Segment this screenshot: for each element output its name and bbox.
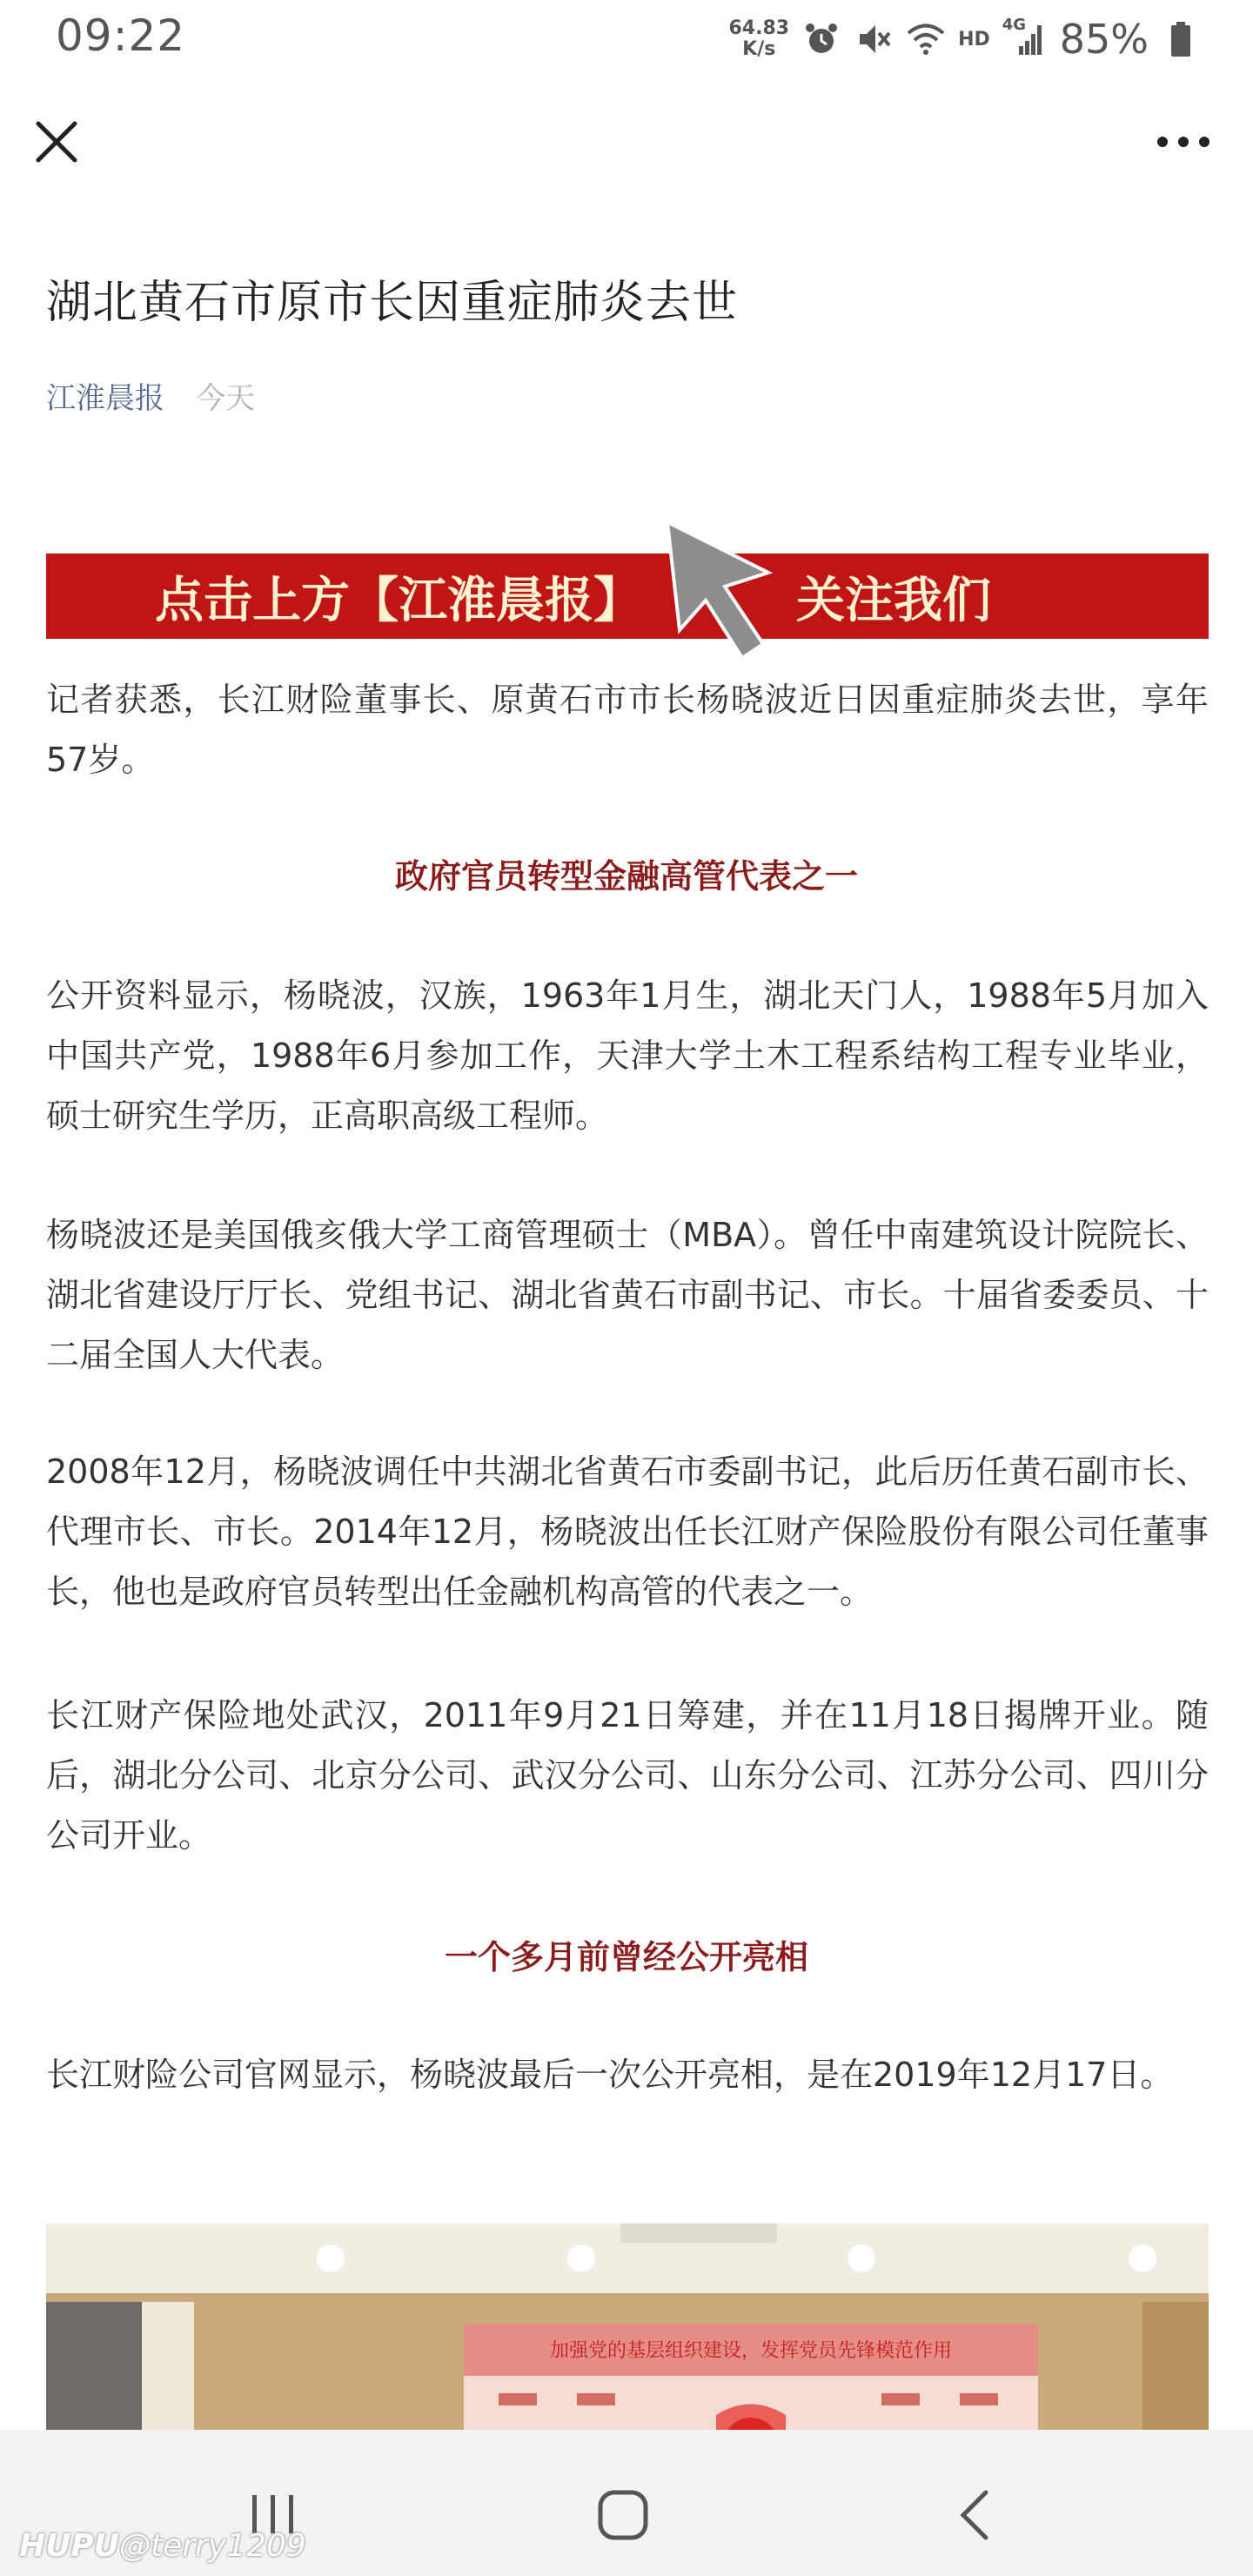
battery-percent: 85% [1059,16,1149,63]
hd-label: HD [958,28,990,50]
paragraph-6: 长江财险公司官网显示，杨晓波最后一次公开亮相，是在2019年12月17日。 [46,2056,1174,2094]
article-date: 今天 [196,381,255,416]
wifi-icon [906,19,946,59]
back-icon [953,2487,996,2543]
paragraph-1: 记者获悉，长江财险董事长、原黄石市市长杨晓波近日因重症肺炎去世，享年57岁。 [46,681,1209,779]
banner-text-right: 关注我们 [796,572,991,629]
paragraph-5: 长江财产保险地处武汉，2011年9月21日筹建，并在11月18日揭牌开业。随后，湖北分公司、北京分公司、武汉分公司、山东分公司、江苏分公司、四川分公司开业。 [46,1696,1209,1855]
more-dots-icon [1156,135,1211,149]
article-meta [46,374,255,417]
status-icons [728,10,1201,68]
network-speed-value: 64.83 [728,17,790,39]
home-icon [595,2487,651,2543]
paragraph-4: 2008年12月，杨晓波调任中共湖北省黄石市委副书记，此后历任黄石副市长、代理市长、市长。2014年12月，杨晓波出任长江财产保险股份有限公司任董事长，他也是政府官员转型出任金融机构高管的代表之一。 [46,1452,1209,1611]
cursor-arrow-icon [655,522,786,670]
watermark-user: @terry1209 [118,2528,306,2564]
subheading-2: 一个多月前曾经公开亮相 [444,1938,808,1976]
watermark [19,2528,306,2564]
banner-text-left: 点击上方【江淮晨报】 [155,572,642,629]
article-title: 湖北黄石市原市长因重症肺炎去世 [46,277,739,329]
status-time: 09:22 [56,10,186,61]
paragraph-2: 公开资料显示，杨晓波，汉族，1963年1月生，湖北天门人，1988年5月加入中国共产党，1988年6月参加工作，天津大学土木工程系结构工程专业毕业，硕士研究生学历，正高职高级工程师。 [46,976,1209,1135]
paragraph-3: 杨晓波还是美国俄亥俄大学工商管理硕士（MBA）。曾任中南建筑设计院院长、湖北省建设厅厅长、党组书记、湖北省黄石市副书记、市长。十届省委委员、十二届全国人大代表。 [46,1216,1209,1374]
network-speed-unit: K/s [742,38,776,60]
subheading-1: 政府官员转型金融高管代表之一 [394,857,858,896]
follow-banner[interactable] [46,553,1209,639]
close-icon [33,118,80,165]
article-source-link[interactable]: 江淮晨报 [46,381,164,416]
photo-banner-text: 加强党的基层组织建设，发挥党员先锋模范作用 [549,2340,953,2362]
signal-icon [1002,16,1042,59]
network-speed [728,18,789,60]
home-button[interactable] [588,2480,658,2550]
status-bar [0,0,1253,78]
signal-label: 4G [1002,16,1027,34]
watermark-brand: HUPU [19,2528,119,2564]
top-nav-bar [0,96,1253,191]
back-button[interactable] [940,2480,1009,2550]
close-button[interactable] [26,111,87,172]
battery-icon [1161,19,1201,59]
alarm-icon [801,19,841,59]
more-options-button[interactable] [1149,111,1218,172]
mute-icon [854,19,894,59]
